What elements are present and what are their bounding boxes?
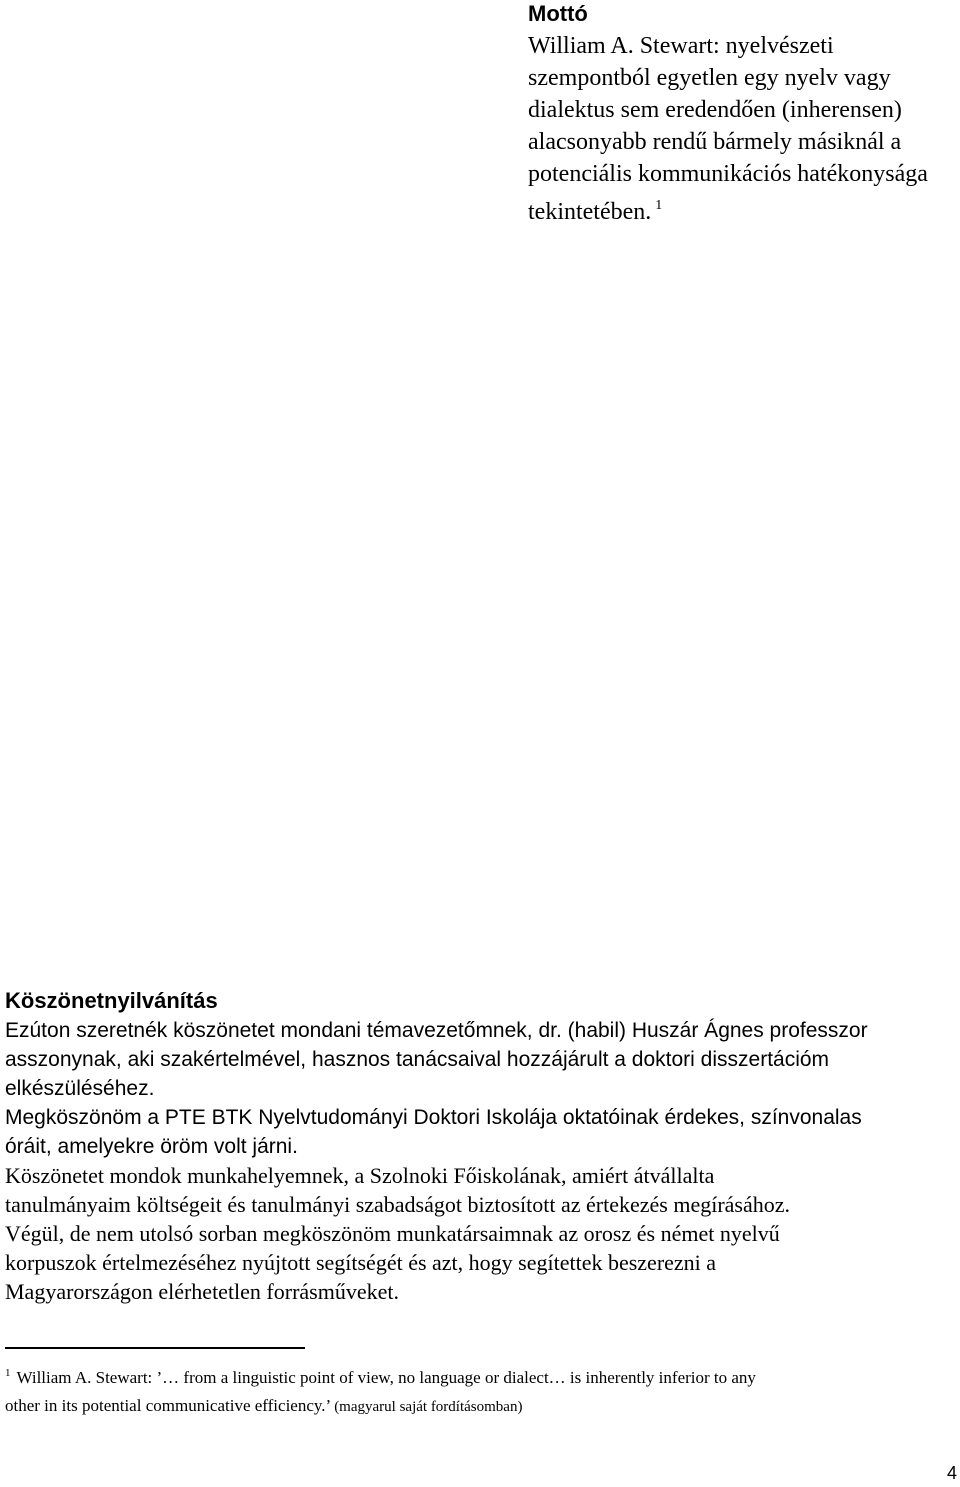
footnote-reference[interactable]: 1 [655, 198, 663, 213]
motto-quote [528, 30, 948, 228]
acknowledgements-paragraph-1 [5, 1016, 960, 1103]
footnote-translation-note: (magyarul saját fordításomban) [334, 1399, 523, 1415]
acknowledgements-paragraph-2 [5, 1103, 960, 1161]
paragraph-line: tanulmányaim költségeit és tanulmányi szabadságot biztosított az értekezés megírásához. [5, 1192, 791, 1217]
motto-line: tekintetében. [528, 199, 652, 225]
footnote-text: William A. Stewart: ’… from a linguistic point of view, no language or dialect… is inherently inferior to any [16, 1368, 756, 1387]
motto-line: dialektus sem eredendően (inherensen) [528, 97, 902, 123]
footnote-number: 1 [5, 1367, 11, 1379]
footnote-line [5, 1359, 960, 1392]
paragraph-line: asszonynak, aki szakértelmével, hasznos tanácsaival hozzájárult a doktori disszertációm [5, 1048, 830, 1071]
paragraph-line: korpuszok értelmezéséhez nyújtott segítségét és azt, hogy segítettek beszerezni a [5, 1250, 717, 1275]
paragraph-line: Végül, de nem utolsó sorban megköszönöm munkatársaimnak az orosz és német nyelvű [5, 1221, 780, 1246]
paragraph-line: óráit, amelyekre öröm volt járni. [5, 1135, 298, 1158]
motto-section [528, 0, 948, 228]
paragraph-line: elkészüléséhez. [5, 1077, 155, 1100]
motto-last-line [528, 190, 948, 228]
page-number: 4 [946, 1463, 957, 1483]
acknowledgements-section [5, 986, 960, 1306]
paragraph-line: Ezúton szeretnék köszönetet mondani témavezetőmnek, dr. (habil) Huszár Ágnes professzor [5, 1019, 868, 1042]
motto-line: William A. Stewart: nyelvészeti [528, 33, 834, 59]
motto-line: alacsonyabb rendű bármely másiknál a [528, 129, 902, 155]
acknowledgements-paragraph-3 [5, 1161, 960, 1219]
footnote-text: other in its potential communicative efficiency.’ [5, 1396, 330, 1415]
paragraph-line: Magyarországon elérhetetlen forrásműveket. [5, 1279, 399, 1304]
footnote [5, 1359, 960, 1421]
footnote-line [5, 1392, 960, 1421]
motto-line: potenciális kommunikációs hatékonysága [528, 161, 928, 187]
footnote-separator [5, 1347, 305, 1349]
paragraph-line: Köszönetet mondok munkahelyemnek, a Szolnoki Főiskolának, amiért átvállalta [5, 1163, 715, 1188]
acknowledgements-title: Köszönetnyilvánítás [5, 988, 218, 1013]
motto-line: szempontból egyetlen egy nyelv vagy [528, 65, 891, 91]
paragraph-line: Megköszönöm a PTE BTK Nyelvtudományi Doktori Iskolája oktatóinak érdekes, színvonalas [5, 1106, 862, 1129]
motto-title: Mottó [528, 1, 588, 26]
acknowledgements-paragraph-4 [5, 1219, 960, 1306]
